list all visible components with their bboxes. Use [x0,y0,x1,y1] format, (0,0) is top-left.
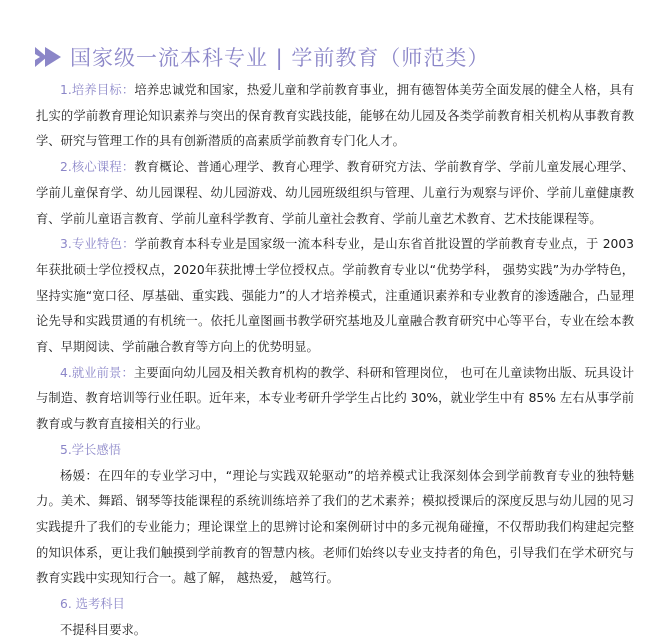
goal-text: 培养忠诚党和国家，热爱儿童和学前教育事业，拥有德智体美劳全面发展的健全人格，具有扎实的学前教育理论知识素养与突出的保育教育实践技能，能够在幼儿园及各类学前教育相关机构从事教育教学、研究与管理工作的具有创新潜质的高素质学前教育专门化人才。 [36,83,634,149]
senior-label: 5.学长感悟 [60,442,121,457]
senior-paragraph: 杨媛：在四年的专业学习中，“理论与实践双轮驱动”的培养模式让我深刻体会到学前教育专业的独特魅力。美术、舞蹈、钢琴等技能课程的系统训练培养了我们的艺术素养；模拟授课后的深度反思与幼儿园的见习实践提升了我们的专业能力；理论课堂上的思辨讨论和案例研讨中的多元视角碰撞，不仅帮助我们构建起完整的知识体系，更让我们触摸到学前教育的智慧内核。老师们始终以专业支持者的角色，引导我们在学术研究与教育实践中实现知行合一。越了解， 越热爱， 越笃行。 [36,468,634,586]
features-label: 3.专业特色： [60,237,135,252]
courses-paragraph [36,155,634,232]
courses-label: 2.核心课程： [60,160,135,175]
employment-label: 4.就业前景： [60,365,134,380]
goal-label: 1.培养目标： [60,83,135,97]
page-title: 国家级一流本科专业 | 学前教育（师范类） [70,46,490,70]
section-heading [34,40,489,74]
employment-text: 主要面向幼儿园及相关教育机构的教学、科研和管理岗位， 也可在儿童读物出版、玩具设计与制造、教育培训等行业任职。近年来，本专业考研升学学生占比约 30%，就业学生中有 85% 左右从事学前教育或与教育直接相关的行业。 [36,365,634,432]
subjects-label: 6. 选考科目 [60,597,125,612]
program-description [36,78,634,643]
double-chevron-right-icon [34,45,62,69]
goal-paragraph [36,78,634,155]
features-text: 学前教育本科专业是国家级一流本科专业，是山东省首批设置的学前教育专业点，于 2003年获批硕士学位授权点，2020年获批博士学位授权点。学前教育专业以“优势学科， 强势实践”为办学特色，坚持实施“宽口径、厚基础、重实践、强能力”的人才培养模式，注重通识素养和专业教育的渗透融合，凸显理论先导和实践贯通的有机统一。依托儿童图画书教学研究基地及儿童融合教育研究中心等平台，专业在绘本教育、早期阅读、学前融合教育等方向上的优势明显。 [36,237,634,355]
features-paragraph [36,232,634,361]
subjects-paragraph: 不提科目要求。 [60,622,147,637]
employment-paragraph [36,361,634,438]
courses-text: 教育概论、普通心理学、教育心理学、教育研究方法、学前教育学、学前儿童发展心理学、学前儿童保育学、幼儿园课程、幼儿园游戏、幼儿园班级组织与管理、儿童行为观察与评价、学前儿童健康教育、学前儿童语言教育、学前儿童科学教育、学前儿童社会教育、学前儿童艺术教育、艺术技能课程等。 [36,160,634,226]
